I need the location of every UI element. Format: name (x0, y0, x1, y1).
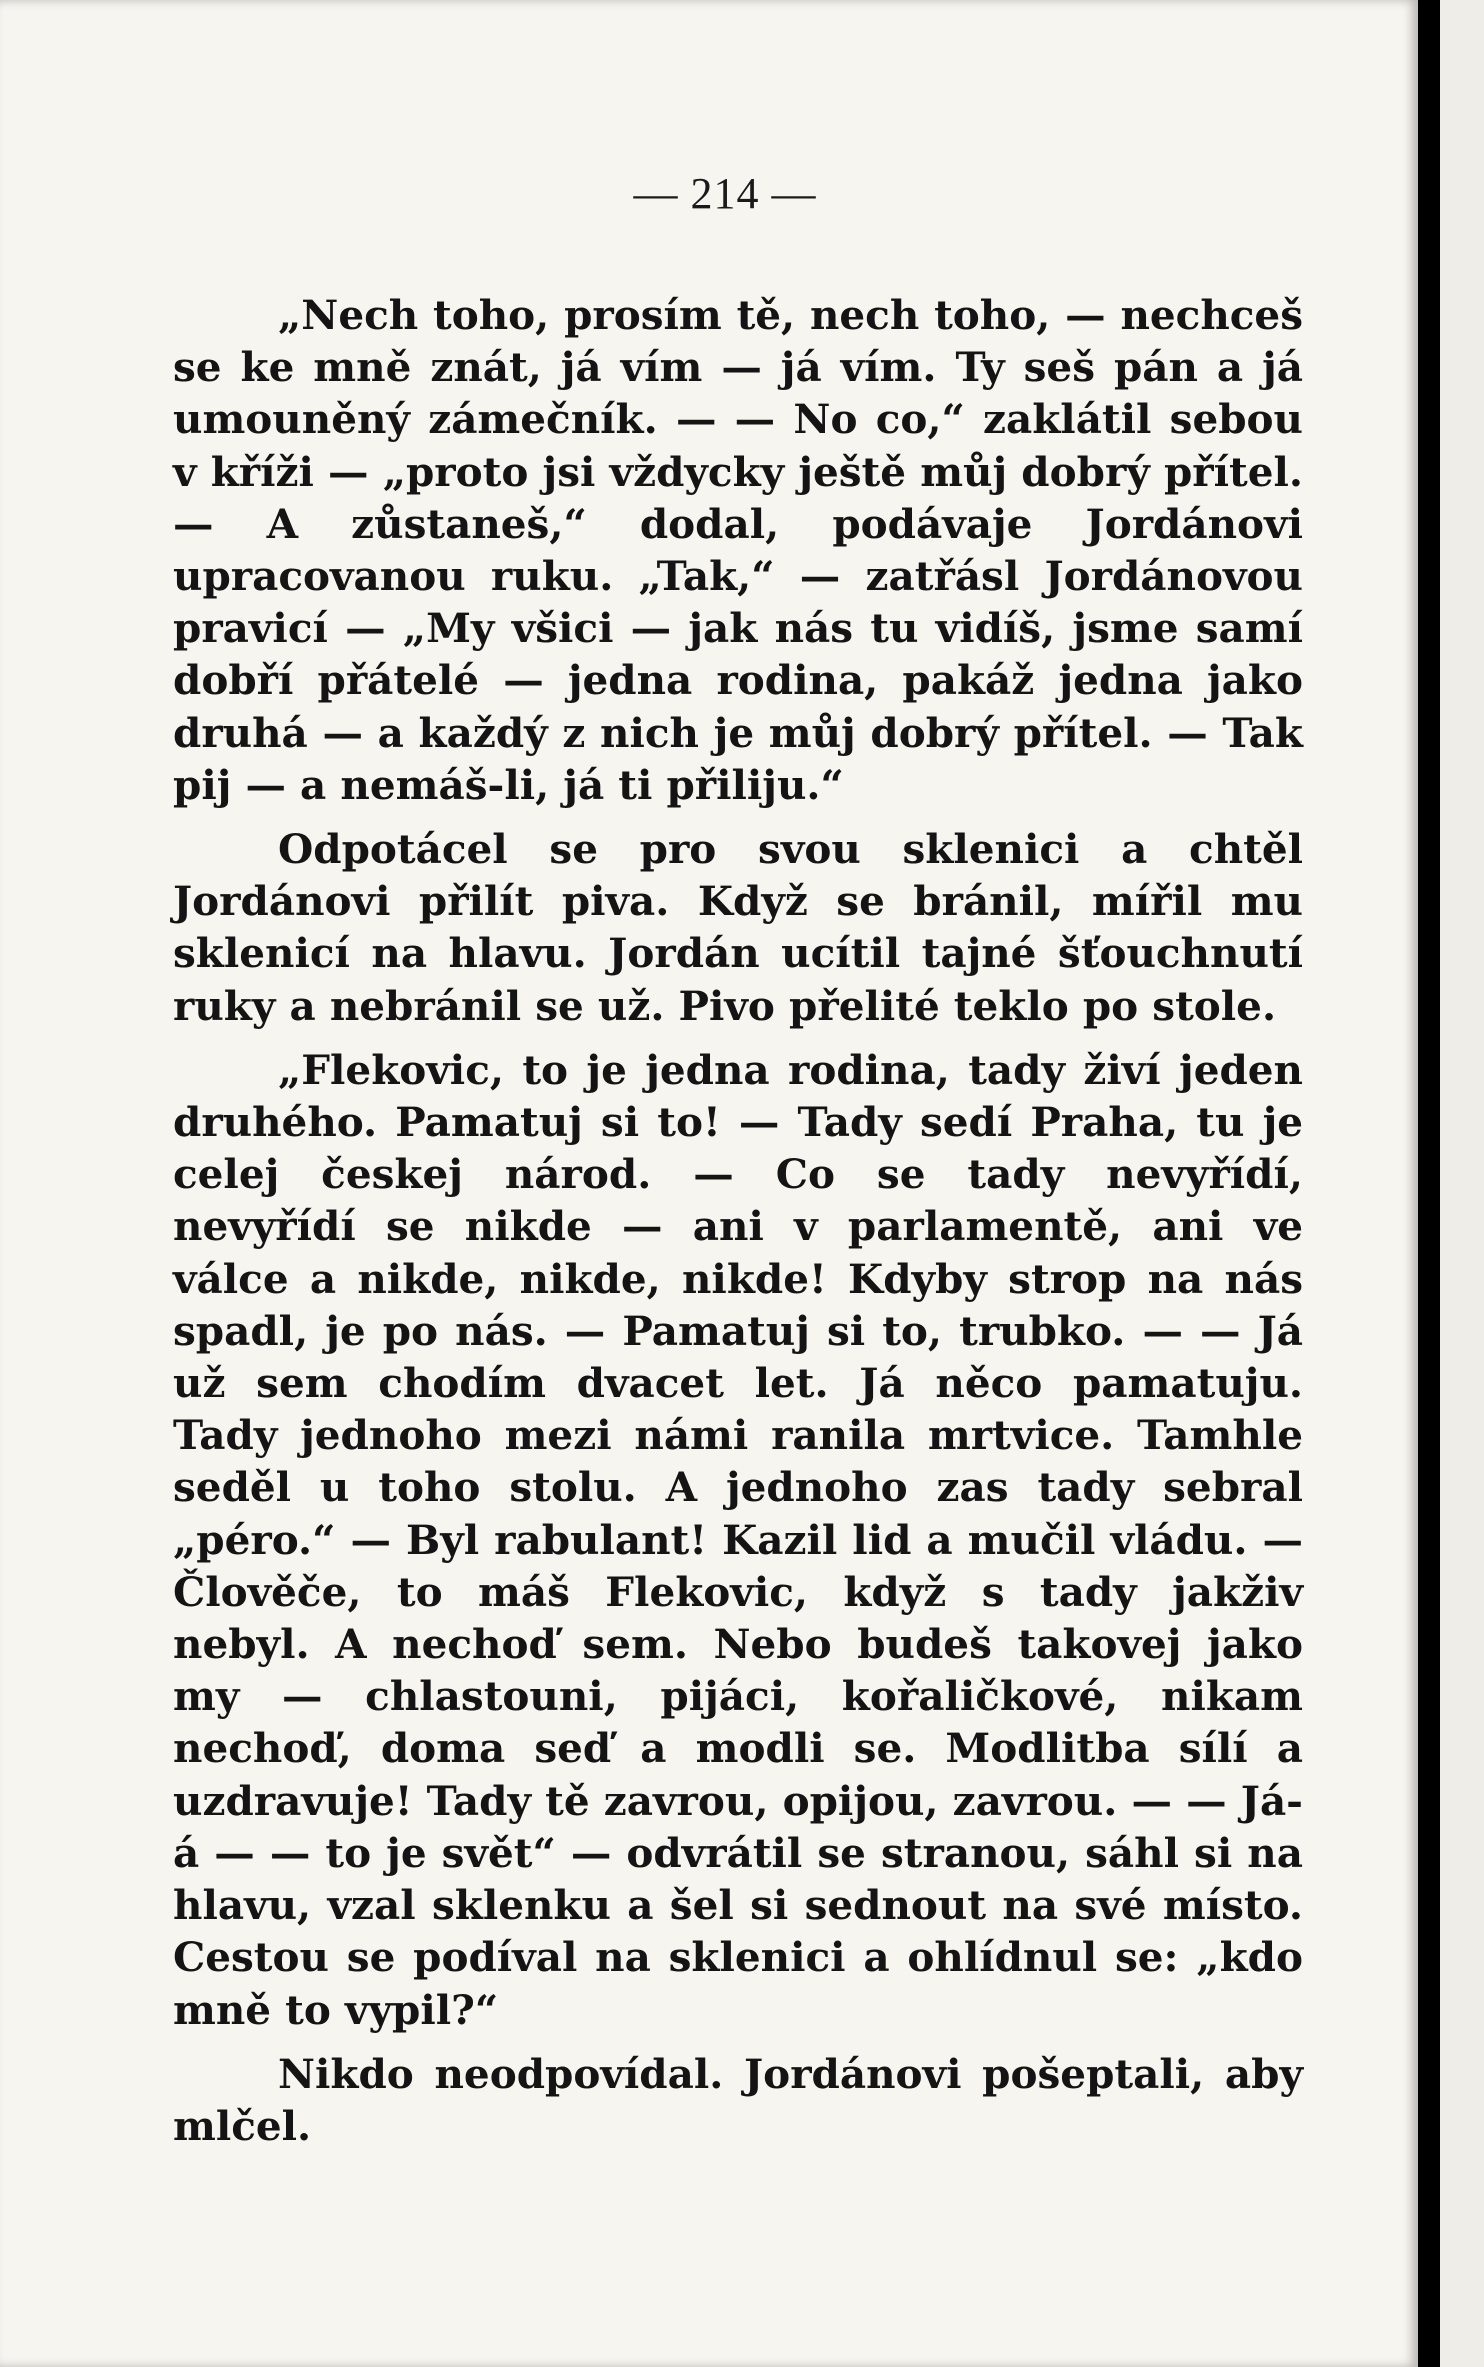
paragraph-4: Nikdo neodpovídal. Jordánovi pošeptali, aby mlčel. (173, 2049, 1303, 2150)
paragraph-3: „Flekovic, to je jedna rodina, tady živí jeden druhého. Pamatuj si to! — Tady sedí Praha, tu je celej českej národ. — Co se tady nevyřídí, nevyřídí se nikde — ani v parlamentě, ani ve válce a nikde, nikde, nikde! Kdyby strop na nás spadl, je po nás. — Pamatuj si to, trubko. — — Já už sem chodím dvacet let. Já něco pamatuju. Tady jednoho mezi námi ranila mrtvice. Tamhle seděl u toho stolu. A jednoho zas tady sebral „péro.“ — Byl rabulant! Kazil lid a mučil vládu. — Člověče, to máš Flekovic, když s tady jakživ nebyl. A nechoď sem. Nebo budeš takovej jako my — chlastouni, pijáci, kořaličkové, nikam nechoď, doma seď a modli se. Modlitba sílí a uzdravuje! Tady tě zavrou, opijou, zavrou. — — Já-á — — to je svět“ — odvrátil se stranou, sáhl si na hlavu, vzal sklenku a šel si sednout na své místo. Cestou se podíval na sklenici a ohlídnul se: „kdo mně to vypil?“ (173, 1045, 1303, 2034)
paragraph-1: „Nech toho, prosím tě, nech toho, — nechceš se ke mně znát, já vím — já vím. Ty seš pán a já umouněný zámečník. — — No co,“ zaklátil sebou v kříži — „proto jsi vždycky ještě můj dobrý přítel. — A zůstaneš,“ dodal, podávaje Jordánovi upracovanou ruku. „Tak,“ — zatřásl Jordánovou pravicí — „My všici — jak nás tu vidíš, jsme samí dobří přátelé — jedna rodina, pakáž jedna jako druhá — a každý z nich je můj dobrý přítel. — Tak pij — a nemáš-li, já ti přiliju.“ (173, 291, 1303, 809)
page-text (173, 289, 1303, 2152)
adjacent-page-edge (1440, 0, 1484, 2367)
paragraph-2: Odpotácel se pro svou sklenici a chtěl Jordánovi přilít piva. Když se bránil, mířil mu sklenicí na hlavu. Jordán ucítil tajné šťouchnutí ruky a nebránil se už. Pivo přelité teklo po stole. (173, 825, 1303, 1030)
page-number: — 214 — (633, 169, 817, 218)
